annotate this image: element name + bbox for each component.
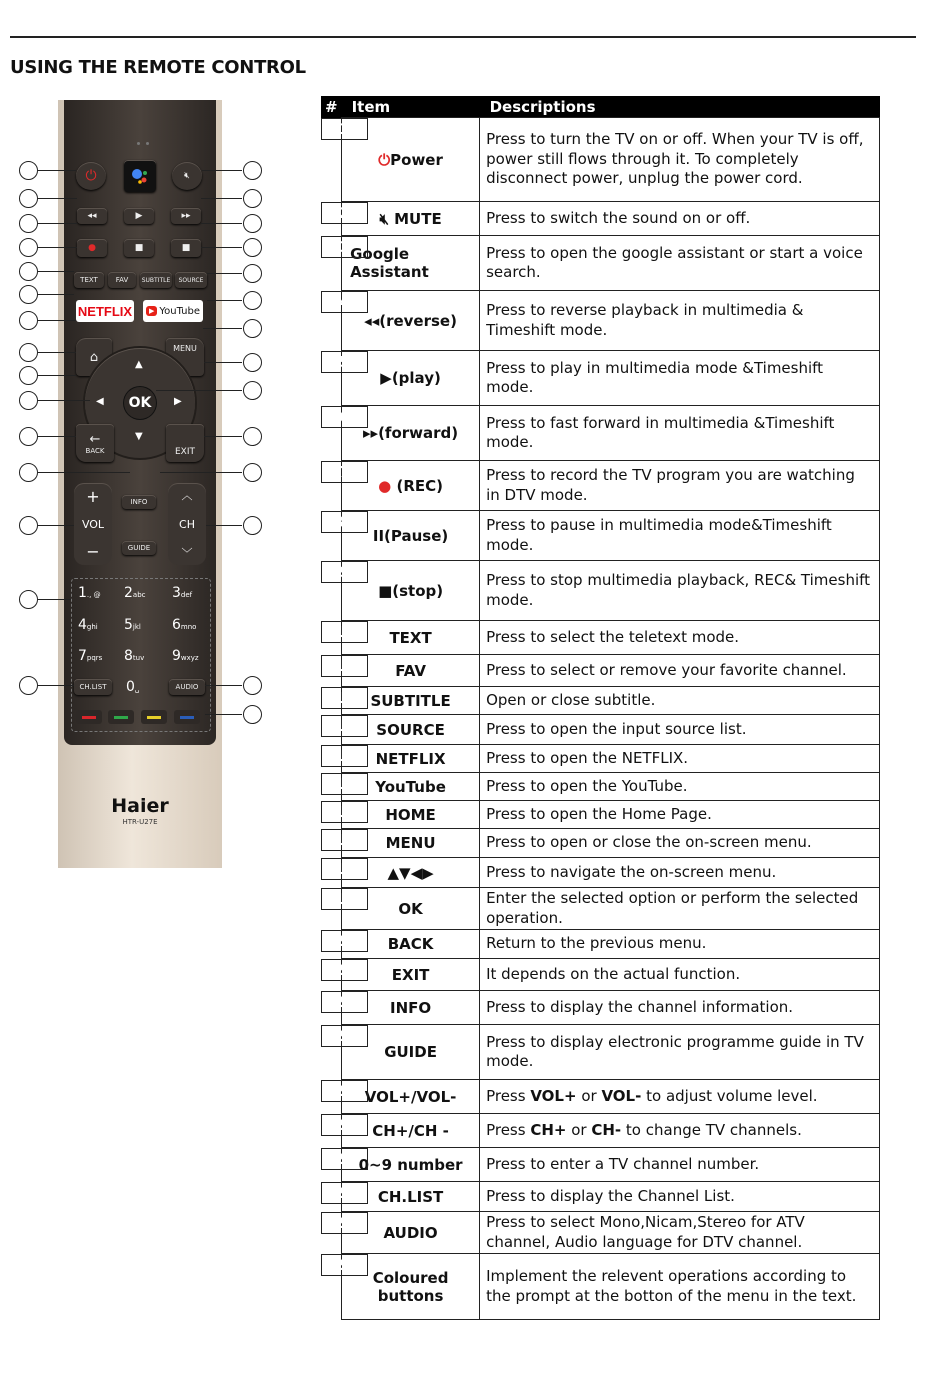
record-icon: ● xyxy=(88,243,96,253)
number-key-9[interactable] xyxy=(172,648,199,664)
description-text: VOL+ xyxy=(530,1086,577,1105)
row-number: 7 xyxy=(321,461,368,483)
row-description: Press to display the Channel List. xyxy=(480,1182,880,1212)
row-description: Press to display electronic programme guide in TV mode. xyxy=(480,1025,880,1080)
callout-leader-line xyxy=(206,525,242,526)
callout-marker xyxy=(19,427,38,446)
ok-button[interactable]: OK xyxy=(124,387,156,419)
callout-leader-line xyxy=(38,436,76,437)
row-item-label: FAV xyxy=(395,661,426,680)
row-number: 22 xyxy=(321,991,368,1013)
row-item-label: CH+/CH - xyxy=(372,1121,449,1140)
fast-forward-icon: ▸▸ xyxy=(181,211,191,221)
callout-marker xyxy=(243,161,262,180)
number-key-letters: ghi xyxy=(86,623,98,631)
row-number: 26 xyxy=(321,1148,368,1170)
table-row xyxy=(321,202,880,236)
row-number: 25 xyxy=(321,1114,368,1136)
row-number: 9 xyxy=(321,561,368,583)
row-description xyxy=(480,1080,880,1114)
table-row xyxy=(321,959,880,991)
left-arrow-icon[interactable]: ◀ xyxy=(96,396,104,407)
row-item-label: OK xyxy=(398,899,423,918)
description-text: to change TV channels. xyxy=(621,1120,802,1139)
row-number: 6 xyxy=(321,406,368,428)
callout-leader-line xyxy=(38,685,74,686)
row-description: Press to reverse playback in multimedia & Timeshift mode. xyxy=(480,291,880,351)
chlist-button[interactable]: CH.LIST xyxy=(74,679,112,695)
youtube-play-icon: ▶ xyxy=(146,306,157,316)
row-number: 29 xyxy=(321,1254,368,1276)
row-item-label: GUIDE xyxy=(384,1043,437,1061)
callout-marker xyxy=(243,676,262,695)
callout-leader-line xyxy=(38,247,77,248)
play-icon: ▶ xyxy=(135,211,143,221)
row-number: 27 xyxy=(321,1182,368,1204)
table-row xyxy=(321,621,880,655)
top-rule xyxy=(10,36,916,38)
table-row xyxy=(321,930,880,959)
table-row xyxy=(321,1025,880,1080)
pause-button[interactable] xyxy=(124,239,154,257)
callout-leader-line xyxy=(205,685,242,686)
row-number: 18 xyxy=(321,858,368,880)
number-key-letters: jkl xyxy=(132,623,141,631)
down-arrow-icon[interactable]: ▼ xyxy=(135,431,143,442)
table-row xyxy=(321,461,880,511)
callout-marker xyxy=(243,319,262,338)
table-row xyxy=(321,829,880,858)
row-number: 13 xyxy=(321,715,368,737)
channel-rocker[interactable] xyxy=(168,483,206,565)
row-item-label: TEXT xyxy=(389,628,432,647)
callout-leader-line xyxy=(38,320,76,321)
row-item-label: (REC) xyxy=(396,476,443,495)
row-number: 11 xyxy=(321,655,368,677)
row-item-label: Power xyxy=(390,150,443,169)
row-item-label: 0~9 number xyxy=(358,1155,463,1174)
row-item-label: SUBTITLE xyxy=(370,691,451,710)
column-header-item: Item xyxy=(342,96,480,118)
callout-marker xyxy=(19,590,38,609)
row-item-label: II(Pause) xyxy=(372,526,449,545)
callout-leader-line xyxy=(205,714,242,715)
row-number: 17 xyxy=(321,829,368,851)
row-description: Press to open the google assistant or start a voice search. xyxy=(480,236,880,291)
row-number: 21 xyxy=(321,959,368,981)
table-row xyxy=(321,801,880,829)
back-button[interactable] xyxy=(76,424,114,462)
callout-marker xyxy=(19,161,38,180)
rec-button[interactable] xyxy=(77,239,107,257)
table-row xyxy=(321,991,880,1025)
plus-icon: + xyxy=(86,487,100,506)
youtube-label: YouTube xyxy=(159,305,201,317)
guide-button[interactable]: GUIDE xyxy=(122,541,156,555)
number-key-0[interactable] xyxy=(126,679,139,695)
callout-marker xyxy=(243,463,262,482)
row-description xyxy=(480,1114,880,1148)
info-button[interactable]: INFO xyxy=(122,495,156,509)
back-arrow-icon: ← xyxy=(89,431,101,447)
remote-function-table xyxy=(321,96,880,1320)
number-key-letters: pqrs xyxy=(86,654,103,662)
number-key-digit: 1 xyxy=(78,585,87,601)
row-description: Enter the selected option or perform the selected operation. xyxy=(480,888,880,930)
row-number: 19 xyxy=(321,888,368,910)
callout-leader-line xyxy=(204,436,242,437)
table-row xyxy=(321,1080,880,1114)
subtitle-button[interactable]: SUBTITLE xyxy=(140,272,172,288)
row-description: Press to pause in multimedia mode&Timeshift mode. xyxy=(480,511,880,561)
row-description: It depends on the actual function. xyxy=(480,959,880,991)
youtube-button[interactable] xyxy=(143,300,203,322)
callout-marker xyxy=(19,262,38,281)
callout-leader-line xyxy=(201,198,242,199)
forward-button[interactable] xyxy=(171,208,201,224)
menu-button[interactable]: MENU xyxy=(166,338,204,376)
callout-leader-line xyxy=(160,472,242,473)
row-number: 24 xyxy=(321,1080,368,1102)
callout-marker xyxy=(243,705,262,724)
number-key-digit: 3 xyxy=(172,585,181,601)
callout-leader-line xyxy=(201,223,242,224)
volume-rocker[interactable] xyxy=(74,483,112,565)
callout-marker xyxy=(243,516,262,535)
number-key-8[interactable] xyxy=(124,648,144,664)
row-item-label: ■(stop) xyxy=(378,581,444,600)
model-number: HTR-U27E xyxy=(122,818,158,826)
page-heading: USING THE REMOTE CONTROL xyxy=(10,57,306,78)
row-item-label: EXIT xyxy=(391,965,430,984)
row-description: Press to record the TV program you are watching in DTV mode. xyxy=(480,461,880,511)
number-key-digit: 0 xyxy=(126,679,135,695)
row-item-label: ▶(play) xyxy=(380,369,441,387)
back-label: BACK xyxy=(85,446,105,455)
row-number: 23 xyxy=(321,1025,368,1047)
mute-icon: 🔇︎ xyxy=(379,209,395,228)
row-item-label: SOURCE xyxy=(376,720,445,739)
netflix-button[interactable]: NETFLIX xyxy=(76,300,134,322)
up-arrow-icon[interactable]: ▲ xyxy=(135,359,143,370)
home-icon: ⌂ xyxy=(89,349,99,365)
column-header-number: # xyxy=(321,96,342,118)
description-text: Press xyxy=(486,1086,531,1105)
number-key-digit: 2 xyxy=(124,585,133,601)
brand-logo: Haier xyxy=(111,795,169,817)
row-description: Press to open the input source list. xyxy=(480,715,880,745)
column-header-description: Descriptions xyxy=(480,96,880,118)
description-text: VOL- xyxy=(601,1086,642,1105)
callout-leader-line xyxy=(38,271,74,272)
number-key-digit: 4 xyxy=(78,617,87,633)
number-key-letters: tuv xyxy=(132,654,145,662)
callout-marker xyxy=(19,343,38,362)
table-row xyxy=(321,1182,880,1212)
row-item-label: ◂◂(reverse) xyxy=(364,311,457,330)
table-row xyxy=(321,236,880,291)
row-description: Implement the relevent operations according to the prompt at the botton of the menu in the text. xyxy=(480,1254,880,1320)
description-text: CH+ xyxy=(530,1120,567,1139)
stop-icon: ■ xyxy=(181,243,191,253)
callout-marker xyxy=(19,676,38,695)
table-row xyxy=(321,687,880,715)
red-key[interactable] xyxy=(76,710,102,724)
row-number: 4 xyxy=(321,291,368,313)
row-description: Press to open the Home Page. xyxy=(480,801,880,829)
callout-marker xyxy=(19,238,38,257)
number-key-6[interactable] xyxy=(172,617,196,633)
table-row xyxy=(321,773,880,801)
number-key-digit: 8 xyxy=(124,648,133,664)
chevron-up-icon: ︿ xyxy=(181,489,193,502)
row-description: Press to stop multimedia playback, REC& Timeshift mode. xyxy=(480,561,880,621)
yellow-key[interactable] xyxy=(141,710,167,724)
row-item-label: HOME xyxy=(385,805,436,824)
description-text: or xyxy=(566,1120,592,1139)
row-number: 3 xyxy=(321,236,368,258)
row-description: Open or close subtitle. xyxy=(480,687,880,715)
row-number: 15 xyxy=(321,773,368,795)
callout-marker xyxy=(243,381,262,400)
row-item-label: CH.LIST xyxy=(377,1187,444,1206)
number-key-letters: abc xyxy=(132,591,146,599)
row-description: Press to fast forward in multimedia &Timeshift mode. xyxy=(480,406,880,461)
ch-label: CH xyxy=(179,517,195,531)
callout-leader-line xyxy=(38,375,76,376)
row-description: Press to select the teletext mode. xyxy=(480,621,880,655)
callout-leader-line xyxy=(38,525,74,526)
row-number: 28 xyxy=(321,1212,368,1234)
table-row xyxy=(321,1148,880,1182)
table-row xyxy=(321,1254,880,1320)
description-text: or xyxy=(576,1086,602,1105)
table-row xyxy=(321,888,880,930)
row-number: 10 xyxy=(321,621,368,643)
row-description: Press to select Mono,Nicam,Stereo for ATV channel, Audio language for DTV channel. xyxy=(480,1212,880,1254)
table-row xyxy=(321,1212,880,1254)
table-row xyxy=(321,1114,880,1148)
callout-marker xyxy=(243,291,262,310)
row-number: 12 xyxy=(321,687,368,709)
row-item-label: AUDIO xyxy=(383,1223,438,1242)
description-text: to adjust volume level. xyxy=(641,1086,818,1105)
table-row xyxy=(321,291,880,351)
callout-leader-line xyxy=(38,223,77,224)
callout-leader-line xyxy=(207,300,242,301)
ir-sensor-icon xyxy=(137,130,155,136)
row-description: Press to enter a TV channel number. xyxy=(480,1148,880,1182)
number-key-letters: wxyz xyxy=(180,654,199,662)
callout-leader-line xyxy=(207,273,242,274)
callout-marker xyxy=(243,214,262,233)
mute-icon: 🔇︎ xyxy=(184,171,190,181)
row-number: 8 xyxy=(321,511,368,533)
callout-marker xyxy=(243,427,262,446)
row-description: Press to open or close the on-screen menu. xyxy=(480,829,880,858)
callout-marker xyxy=(19,311,38,330)
row-description: Press to play in multimedia mode &Timeshift mode. xyxy=(480,351,880,406)
row-number: 14 xyxy=(321,745,368,767)
table-row xyxy=(321,511,880,561)
power-icon: ⏻ xyxy=(85,168,97,184)
play-button[interactable] xyxy=(124,208,154,224)
number-key-2[interactable] xyxy=(124,585,146,601)
exit-button[interactable]: EXIT xyxy=(166,424,204,462)
number-key-letters: ␣ xyxy=(134,685,140,693)
row-description: Press to turn the TV on or off. When your TV is off, power still flows through it. To completely disconnect power, unplug the power cord. xyxy=(480,118,880,202)
number-key-digit: 7 xyxy=(78,648,87,664)
row-description: Press to open the NETFLIX. xyxy=(480,745,880,773)
row-item-label: BACK xyxy=(387,935,434,953)
table-row xyxy=(321,858,880,888)
row-description: Return to the previous menu. xyxy=(480,930,880,959)
row-number: 1 xyxy=(321,118,368,140)
callout-leader-line xyxy=(203,328,242,329)
number-key-digit: 9 xyxy=(172,648,181,664)
power-button[interactable] xyxy=(76,162,106,190)
row-item-label: ▸▸(forward) xyxy=(363,424,459,442)
callout-marker xyxy=(19,516,38,535)
callout-marker xyxy=(243,264,262,283)
minus-icon: − xyxy=(86,542,100,561)
row-description: Press to open the YouTube. xyxy=(480,773,880,801)
number-key-letters: def xyxy=(180,591,193,599)
number-key-digit: 6 xyxy=(172,617,181,633)
table-row xyxy=(321,745,880,773)
chevron-down-icon: ﹀ xyxy=(181,547,193,560)
callout-leader-line xyxy=(38,599,71,600)
row-item-label: MENU xyxy=(385,834,436,852)
number-key-5[interactable] xyxy=(124,617,141,633)
text-button[interactable]: TEXT xyxy=(74,272,104,288)
callout-marker xyxy=(243,189,262,208)
record-icon: ● xyxy=(378,476,397,495)
row-number: 16 xyxy=(321,801,368,823)
callout-marker xyxy=(19,189,38,208)
callout-leader-line xyxy=(38,400,90,401)
callout-leader-line xyxy=(38,170,76,171)
callout-marker xyxy=(19,366,38,385)
callout-marker xyxy=(19,463,38,482)
callout-leader-line xyxy=(156,390,242,391)
description-text: CH- xyxy=(591,1120,622,1139)
number-key-4[interactable] xyxy=(78,617,98,633)
callout-leader-line xyxy=(202,170,242,171)
number-key-7[interactable] xyxy=(78,648,102,664)
number-key-digit: 5 xyxy=(124,617,133,633)
description-text: Press xyxy=(486,1120,531,1139)
pause-icon: ■ xyxy=(134,243,144,253)
callout-marker xyxy=(243,238,262,257)
row-description: Press to display the channel information. xyxy=(480,991,880,1025)
callout-marker xyxy=(19,285,38,304)
row-item-label: ▲▼◀▶ xyxy=(387,863,434,882)
callout-marker xyxy=(19,391,38,410)
callout-leader-line xyxy=(204,362,242,363)
callout-leader-line xyxy=(38,198,77,199)
number-key-letters: mno xyxy=(180,623,197,631)
fav-button[interactable]: FAV xyxy=(108,272,136,288)
callout-marker xyxy=(19,214,38,233)
row-description: Press to switch the sound on or off. xyxy=(480,202,880,236)
row-number: 20 xyxy=(321,930,368,952)
row-item-label: Coloured buttons xyxy=(372,1268,449,1305)
number-key-3[interactable] xyxy=(172,585,192,601)
table-row xyxy=(321,406,880,461)
rewind-icon: ◂◂ xyxy=(87,211,97,221)
source-button[interactable]: SOURCE xyxy=(175,272,207,288)
row-description: Press to select or remove your favorite channel. xyxy=(480,655,880,687)
callout-marker xyxy=(243,353,262,372)
google-assistant-button[interactable] xyxy=(124,160,156,192)
callout-leader-line xyxy=(38,294,74,295)
row-number: 2 xyxy=(321,202,368,224)
power-icon: ⏻ xyxy=(378,150,391,169)
callout-leader-line xyxy=(201,247,242,248)
audio-button[interactable]: AUDIO xyxy=(169,679,205,695)
table-row xyxy=(321,715,880,745)
right-arrow-icon[interactable]: ▶ xyxy=(174,396,182,407)
mute-button[interactable] xyxy=(172,162,202,190)
callout-leader-line xyxy=(38,472,130,473)
table-row xyxy=(321,351,880,406)
row-number: 5 xyxy=(321,351,368,373)
reverse-button[interactable] xyxy=(77,208,107,224)
row-description: Press to navigate the on-screen menu. xyxy=(480,858,880,888)
blue-key[interactable] xyxy=(174,710,200,724)
row-item-label: MUTE xyxy=(394,209,442,228)
vol-label: VOL xyxy=(81,517,105,531)
table-row xyxy=(321,561,880,621)
number-key-1[interactable] xyxy=(78,585,101,601)
table-row xyxy=(321,118,880,202)
callout-leader-line xyxy=(38,352,76,353)
row-item-label: INFO xyxy=(390,998,432,1017)
row-item-label: NETFLIX xyxy=(375,749,446,768)
row-item-label: VOL+/VOL- xyxy=(364,1087,457,1106)
google-assistant-icon xyxy=(130,166,150,186)
green-key[interactable] xyxy=(108,710,134,724)
table-header-row xyxy=(321,96,880,118)
number-key-letters: ., @ xyxy=(86,591,101,599)
table-row xyxy=(321,655,880,687)
row-item-label: YouTube xyxy=(375,777,446,796)
stop-button[interactable] xyxy=(171,239,201,257)
row-item-label: Google Assistant xyxy=(350,245,429,281)
